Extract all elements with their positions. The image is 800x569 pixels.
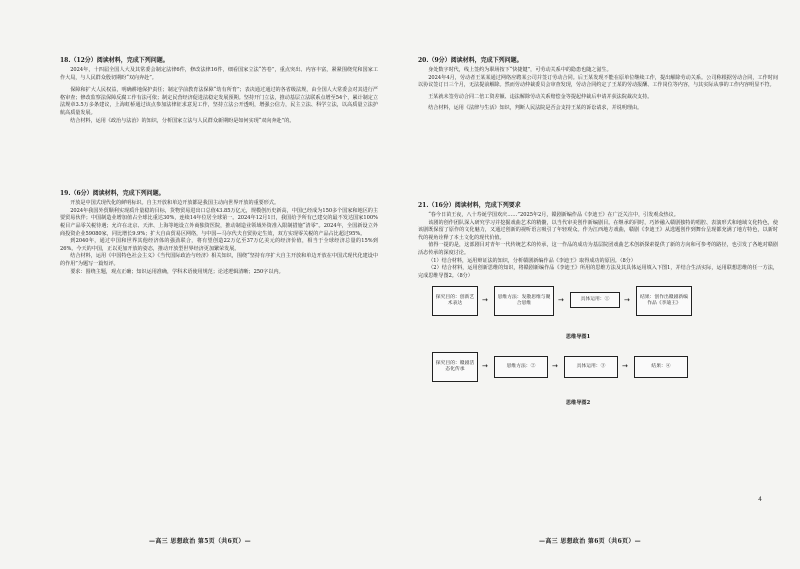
map1-result-box: 结果：创作出赣剧新编作品《李迪王》 [636, 286, 692, 316]
question-19 [60, 189, 378, 276]
q21-paragraph-3: 值得一提的是，这部剧目对青年一代传统艺术的传承，这一作品的成功为基层院团戏曲艺术创新探索提供了新的方向和可参考的路径，也引发了各地对赣剧活态传承的深度讨论。 [418, 242, 778, 256]
arrow-right-icon: → [482, 361, 488, 370]
q19-requirements: 要求：围绕主题，观点正确；知识运用准确，学科术语使用规范；论述逻辑清晰；250字以内。 [70, 268, 284, 275]
question-20 [418, 56, 778, 113]
q20-prompt: 结合材料，运用《法律与生活》知识，判断人民法院是否会支持王某的诉讼请求，并说明理由。 [428, 105, 643, 112]
mind-map-1 [418, 284, 778, 332]
question-21 [418, 201, 778, 408]
question-18-head: 18.（12分）阅读材料，完成下列问题。 [60, 57, 169, 64]
map2-method-box: 思维方法：② [494, 356, 548, 378]
q19-paragraph-3: 到2040年，通过中国和世界其他经济体的强劲联合，将有望创造22万亿至37万亿美元的经济价值，相当于全球经济总量的15%到26%。今天的中国，正以更加开放的姿态，推动开放型世界经济更加繁荣发展。 [60, 238, 378, 252]
right-page-footer: —高三 思想政治 第6页（共6页）— [539, 538, 641, 546]
map1-method-box: 思维方法：发散思维与聚合思维 [494, 286, 554, 316]
q20-paragraph-3: 王某就未签劳动合同二倍工资差额、违法解除劳动关系赔偿金等提起仲裁后申请并获法院裁决支持。 [428, 93, 653, 100]
q19-prompt: 结合材料，运用《中国特色社会主义》《当代国际政治与经济》相关知识，围绕“坚持有序扩大自主开放和单边开放在中国式现代化建设中的作用”为题写一篇短评。 [60, 253, 378, 267]
left-page-footer: —高三 思想政治 第5页（共6页）— [149, 538, 251, 546]
q21-prompt-2: （2）结合材料，运用创新思维的知识，将赣剧新编作品《李迪王》所用的思维方法及其具体运用填入下图1，并结合生活实际，运用联想思维的任一方法，完成思维导图2。（8分） [418, 265, 778, 279]
arrow-right-icon: → [622, 361, 628, 370]
q20-paragraph-1: 身处数字时代，线上签约为职场按下“快捷键”，可劳动关系中的隐患也随之滋生。 [428, 67, 612, 73]
q21-prompt-1: （1）结合材料，运用辩证法的知识，分析赣剧新编作品《李迪王》取得成功的原因。（8分） [428, 257, 636, 264]
map2-start-box: 探究目的：赣剧活态化传承 [432, 352, 478, 382]
q21-paragraph-1: “春今日苗王夜，八十寿诞学国欢庆……”2025年2月，赣剧新编作品《李迪王》在广泛关注中，引发观众热议。 [428, 211, 679, 218]
arrow-right-icon: → [558, 296, 564, 305]
q21-paragraph-2: 该剧的创作团队深入研究学习并挖掘戏曲艺术的精髓，以当代审美创作新编剧目。在继承的同时，巧妙融入赣剧独特的唱腔、表演形式和地域文化特色，使该剧既保留了原作的文化魅力，又通过创新的视听语言吸引了年轻观众。作为江西地方戏曲，赣剧《李迪王》从选题创作到舞台呈现都充满了地方特色，以新时代的视角诠释了本土文化的现代价值。 [418, 219, 778, 241]
map2-title: 思维导图2 [565, 399, 591, 406]
map1-start-box: 探究目的：创新艺术表达 [432, 286, 478, 316]
arrow-right-icon: → [482, 296, 488, 305]
arrow-right-icon: → [552, 361, 558, 370]
page-mark: 4 [758, 496, 762, 503]
map1-title: 思维导图1 [565, 334, 591, 341]
question-18 [60, 56, 378, 125]
arrow-right-icon: → [624, 296, 630, 305]
q18-prompt: 结合材料，运用《政治与法治》的知识，分析国家立法与人民群众新期盼是如何实现“双向奔赴”的。 [70, 117, 295, 124]
map1-apply-box: 具体运用：① [570, 292, 620, 308]
map2-result-box: 结果：④ [634, 356, 688, 378]
q18-paragraph-2: 保障和扩大人民权益，明确耕地保护责任；制定学前教育法保障“幼有所育”；表决通过通过的各省级法规，由全国人大常委会对其进行严格审查；修改监察法保障反腐工作有法可依；制定民营经济促进法稳定发展预期。坚持开门立法，推动基层立法联系点增至54个，累计制定立法规章3.5万多条建议，上海虹桥通过该点参加法律征求意见工作，坚持立法公开透明，增强公信力，民主立法、科学立法，以高质量立法护航高质量发展。 [60, 87, 378, 116]
q19-paragraph-2: 2024年我国外贸顺利实现质升量稳的目标，货物贸易进出口总值43.85万亿元，规模创历史新高，中国已经成为150多个国家和地区的主要贸易伙伴；中国制造业增加值占全球比重达30%，连续14年位居全球第一。2024年12月1日，我国给予所有已建交的最不发达国家100%税目产品零关税待遇；允许在北京、天津、上海等地设立外商独资医院，推动制造业领域外资准入限制措施“清零”。2024年，全国新设立外商投资企业59080家，同比增长9.9%；扩大自由贸易区网络，与中国—马尔代夫自贸协定生效，双方实现零关税的产品占比超过95%。 [60, 207, 378, 237]
q18-paragraph-1: 2024年，十四届全国人大及其常委会制定法律6件，修改法律16件，细看国家立法“答卷”，重点突出、内容丰富，紧紧围绕党和国家工作大局，与人民群众殷切期盼“双向奔赴”。 [60, 67, 378, 81]
q20-paragraph-2: 2024年4月，劳动者王某某通过网络应聘某公司并签订劳动合同。后王某发现不能在原单位继续工作，提出解除劳动关系。公司称根据劳动合同，工作时间以协议签订日三个月，无法提前解除。然而劳动仲裁委员会审查发现，劳动合同约定了王某的劳动报酬、工作岗位等内容，与其实际从事的工作内容明显不符。 [418, 74, 778, 89]
right-page [400, 0, 800, 569]
question-21-head: 21.（16分）阅读材料，完成下列要求 [418, 201, 521, 209]
q19-paragraph-1: 开放是中国式现代化的鲜明标识。自主开放和单边开放都是我国主动向世界开放的重要形式。 [70, 200, 280, 207]
mind-map-2 [418, 350, 778, 398]
map2-apply-box: 具体运用：③ [564, 356, 618, 378]
question-20-head: 20.（9分）阅读材料，完成下列问题。 [418, 57, 523, 64]
question-19-head: 19.（6分）阅读材料，完成下列问题。 [60, 190, 165, 198]
